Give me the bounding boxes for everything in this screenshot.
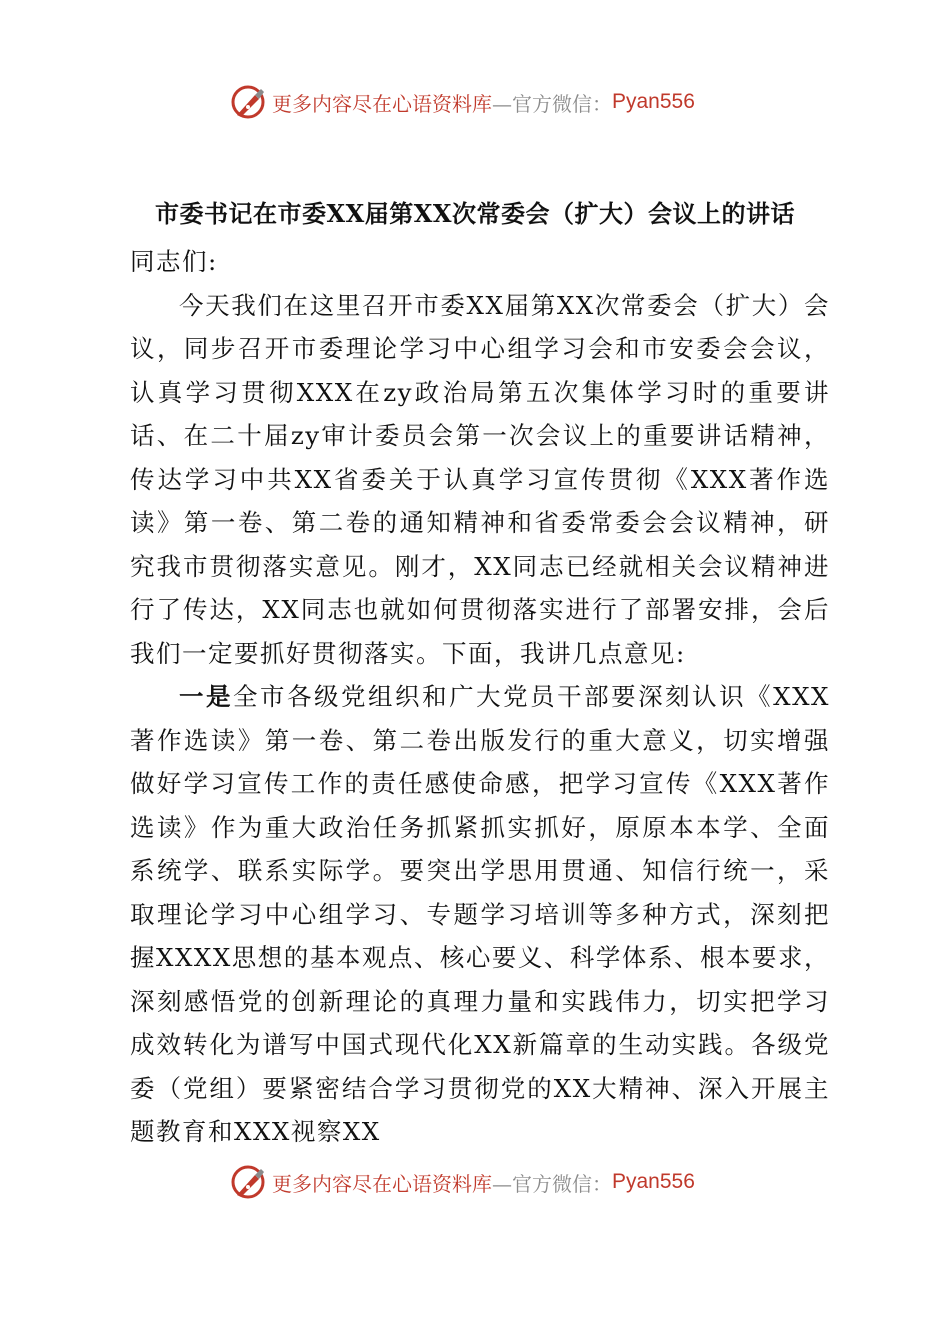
watermark-text-red: 更多内容尽在心语资料库 <box>272 91 492 116</box>
salutation: 同志们: <box>130 247 218 276</box>
watermark-text-red: 更多内容尽在心语资料库 <box>272 1171 492 1196</box>
watermark-wechat-id: Pyan556 <box>612 90 695 113</box>
watermark-text-gray: —官方微信： <box>492 1171 612 1196</box>
pen-nib-logo-icon <box>228 1162 268 1202</box>
watermark-text-gray: —官方微信： <box>492 91 612 116</box>
paragraph-2 <box>130 675 830 1154</box>
pen-nib-logo-icon <box>228 82 268 122</box>
watermark-wechat-id: Pyan556 <box>612 1170 695 1193</box>
paragraph-2-lead: 一是 <box>179 682 234 711</box>
paragraph-1: 今天我们在这里召开市委XX届第XX次常委会（扩大）会议，同步召开市委理论学习中心组学习会和市安委会会议，认真学习贯彻XXX在zy政治局第五次集体学习时的重要讲话、在二十届zy审计委员会第一次会议上的重要讲话精神，传达学习中共XX省委关于认真学习宣传贯彻《XXX著作选读》第一卷、第二卷的通知精神和省委常委会会议精神，研究我市贯彻落实意见。刚才，XX同志已经就相关会议精神进行了传达，XX同志也就如何贯彻落实进行了部署安排，会后我们一定要抓好贯彻落实。下面，我讲几点意见: <box>130 290 830 668</box>
document-title: 市委书记在市委XX届第XX次常委会（扩大）会议上的讲话 <box>155 199 795 228</box>
document-body <box>130 240 830 1154</box>
watermark-banner-bottom <box>228 1162 748 1202</box>
watermark-banner-top <box>228 82 748 122</box>
paragraph-2-text: 全市各级党组织和广大党员干部要深刻认识《XXX著作选读》第一卷、第二卷出版发行的重大意义，切实增强做好学习宣传工作的责任感使命感，把学习宣传《XXX著作选读》作为重大政治任务抓紧抓实抓好，原原本本学、全面系统学、联系实际学。要突出学思用贯通、知信行统一，采取理论学习中心组学习、专题学习培训等多种方式，深刻把握XXXX思想的基本观点、核心要义、科学体系、根本要求，深刻感悟党的创新理论的真理力量和实践伟力，切实把学习成效转化为谱写中国式现代化XX新篇章的生动实践。各级党委（党组）要紧密结合学习贯彻党的XX大精神、深入开展主题教育和XXX视察XX <box>130 682 830 1146</box>
